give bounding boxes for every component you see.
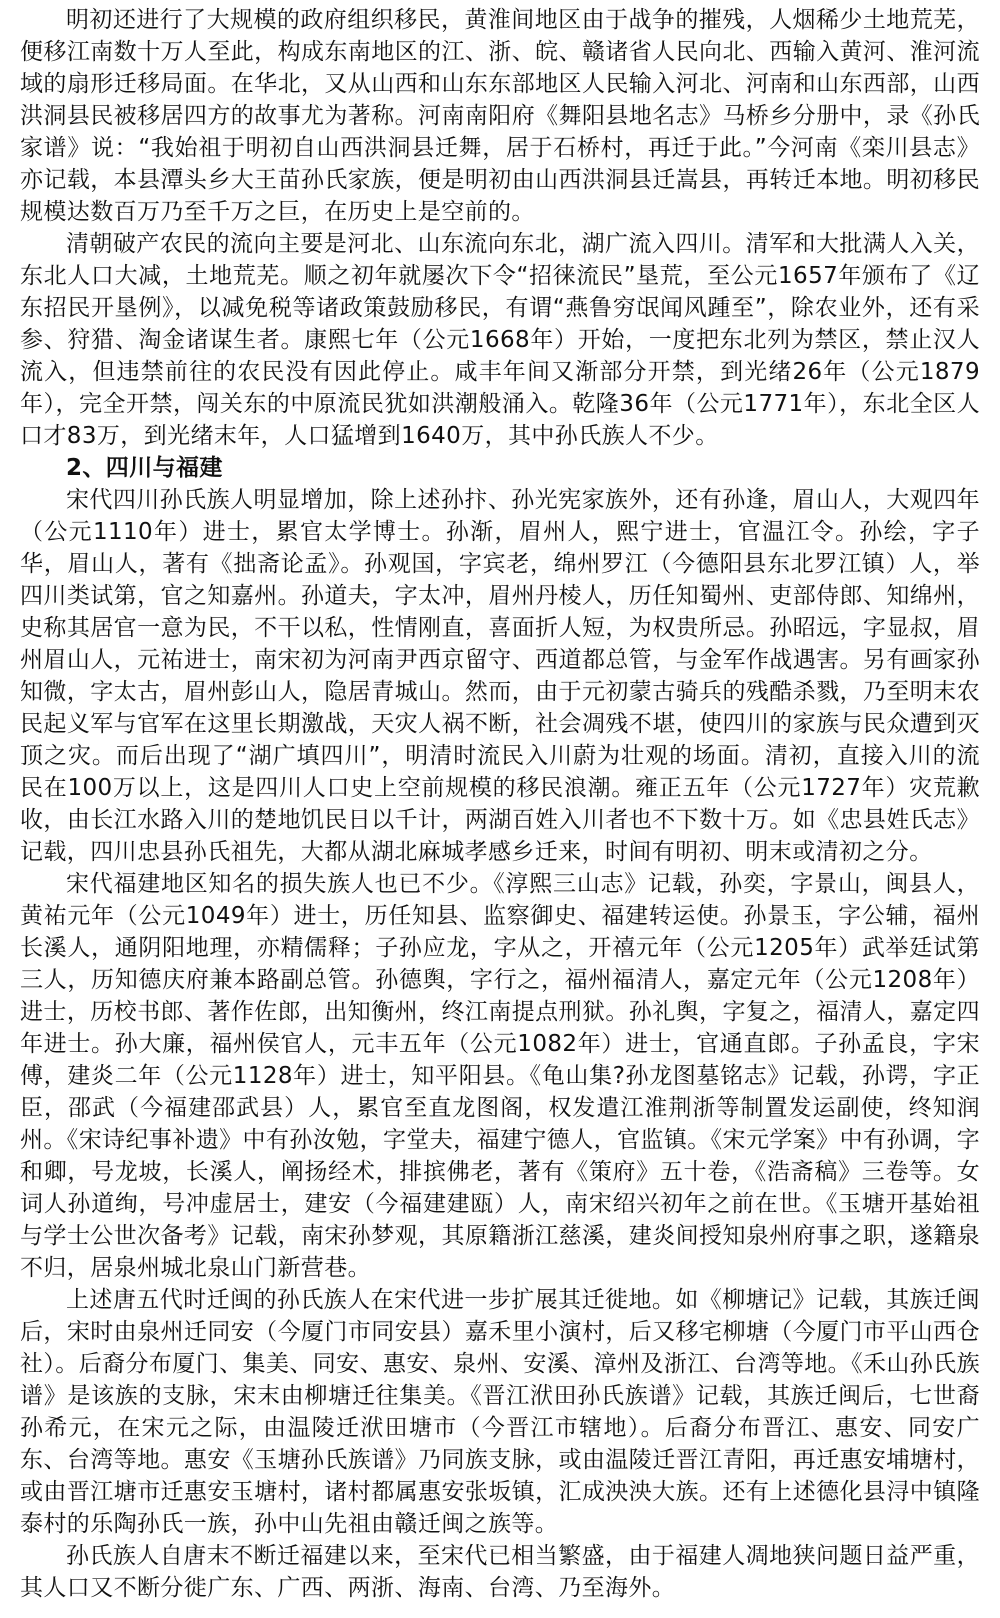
paragraph-sichuan: 宋代四川孙氏族人明显增加，除上述孙抃、孙光宪家族外，还有孙逢，眉山人，大观四年（公元1110年）进士，累官太学博士。孙渐，眉州人，熙宁进士，官温江令。孙绘，字子华，眉山人，著有《拙斋论孟》。孙观国，字宾老，绵州罗江（今德阳县东北罗江镇）人，举四川类试第，官之知嘉州。孙道夫，字太冲，眉州丹棱人，历任知蜀州、吏部侍郎、知绵州，史称其居官一意为民，不干以私，性情刚直，喜面折人短，为权贵所忌。孙昭远，字显叔，眉州眉山人，元祐进士，南宋初为河南尹西京留守、西道都总管，与金军作战遇害。另有画家孙知微，字太古，眉州彭山人，隐居青城山。然而，由于元初蒙古骑兵的残酷杀戮，乃至明末农民起义军与官军在这里长期激战，天灾人祸不断，社会凋残不堪，使四川的家族与民众遭到灭顶之灾。而后出现了“湖广填四川”，明清时流民入川蔚为壮观的场面。清初，直接入川的流民在100万以上，这是四川人口史上空前规模的移民浪潮。雍正五年（公元1727年）灾荒歉收，由长江水路入川的楚地饥民日以千计，两湖百姓入川者也不下数十万。如《忠县姓氏志》记载，四川忠县孙氏祖先，大都从湖北麻城孝感乡迁来，时间有明初、明末或清初之分。 <box>20 487 980 865</box>
section-heading: 2、四川与福建 <box>66 455 223 481</box>
paragraph-ming-migration: 明初还进行了大规模的政府组织移民，黄淮间地区由于战争的摧残，人烟稀少土地荒芜，便移江南数十万人至此，构成东南地区的江、浙、皖、赣诸省人民向北、西输入黄河、淮河流域的扇形迁移局面。在华北，又从山西和山东东部地区人民输入河北、河南和山东西部，山西洪洞县民被移居四方的故事尤为著称。河南南阳府《舞阳县地名志》马桥乡分册中，录《孙氏家谱》说：“我始祖于明初自山西洪洞县迁舞，居于石桥村，再迁于此。”今河南《栾川县志》亦记载，本县潭头乡大王苗孙氏家族，便是明初由山西洪洞县迁嵩县，再转迁本地。明初移民规模达数百万乃至千万之巨，在历史上是空前的。 <box>20 7 980 225</box>
paragraph-fujian-song: 宋代福建地区知名的损失族人也已不少。《淳熙三山志》记载，孙奕，字景山，闽县人，黄祐元年（公元1049年）进士，历任知县、监察御史、福建转运使。孙景玉，字公辅，福州长溪人，通阴阳地理，亦精儒释；子孙应龙，字从之，开禧元年（公元1205年）武举廷试第三人，历知德庆府兼本路副总管。孙德舆，字行之，福州福清人，嘉定元年（公元1208年）进士，历校书郎、著作佐郎，出知衡州，终江南提点刑狱。孙礼舆，字复之，福清人，嘉定四年进士。孙大廉，福州侯官人，元丰五年（公元1082年）进士，官通直郎。子孙孟良，字宋傅，建炎二年（公元1128年）进士，知平阳县。《龟山集?孙龙图墓铭志》记载，孙谔，字正臣，邵武（今福建邵武县）人，累官至直龙图阁，权发遣江淮荆浙等制置发运副使，终知润州。《宋诗纪事补遗》中有孙汝勉，字堂夫，福建宁德人，官监镇。《宋元学案》中有孙调，字和卿，号龙坡，长溪人，阐扬经术，排摈佛老，著有《策府》五十卷，《浩斋稿》三卷等。女词人孙道绚，号冲虚居士，建安（今福建建瓯）人，南宋绍兴初年之前在世。《玉塘开基始祖与学士公世次备考》记载，南宋孙梦观，其原籍浙江慈溪，建炎间授知泉州府事之职，遂籍泉不归，居泉州城北泉山门新营巷。 <box>20 871 980 1281</box>
paragraph-qing-migration: 清朝破产农民的流向主要是河北、山东流向东北，湖广流入四川。清军和大批满人入关，东北人口大减，土地荒芜。顺之初年就屡次下令“招徕流民”垦荒，至公元1657年颁布了《辽东招民开垦例》，以减免税等诸政策鼓励移民，有谓“燕鲁穷氓闻风踵至”，除农业外，还有采参、狩猎、淘金诸谋生者。康熙七年（公元1668年）开始，一度把东北列为禁区，禁止汉人流入，但违禁前往的农民没有因此停止。咸丰年间又渐部分开禁，到光绪26年（公元1879年），完全开禁，闯关东的中原流民犹如洪潮般涌入。乾隆36年（公元1771年），东北全区人口才83万，到光绪末年，人口猛增到1640万，其中孙氏族人不少。 <box>20 231 980 449</box>
paragraph-fujian-outflow: 孙氏族人自唐末不断迁福建以来，至宋代已相当繁盛，由于福建人凋地狭问题日益严重，其人口又不断分徙广东、广西、两浙、海南、台湾、乃至海外。 <box>20 1543 980 1601</box>
paragraph-fujian-branches: 上述唐五代时迁闽的孙氏族人在宋代进一步扩展其迁徙地。如《柳塘记》记载，其族迁闽后，宋时由泉州迁同安（今厦门市同安县）嘉禾里小演村，后又移宅柳塘（今厦门市平山西仓社）。后裔分布厦门、集美、同安、惠安、泉州、安溪、漳州及浙江、台湾等地。《禾山孙氏族谱》是该族的支脉，宋末由柳塘迁往集美。《晋江洑田孙氏族谱》记载，其族迁闽后，七世裔孙希元，在宋元之际，由温陵迁洑田塘市（今晋江市辖地）。后裔分布晋江、惠安、同安广东、台湾等地。惠安《玉塘孙氏族谱》乃同族支脉，或由温陵迁晋江青阳，再迁惠安埔塘村，或由晋江塘市迁惠安玉塘村，诸村都属惠安张坂镇，汇成泱泱大族。还有上述德化县浔中镇隆泰村的乐陶孙氏一族，孙中山先祖由赣迁闽之族等。 <box>20 1287 980 1537</box>
